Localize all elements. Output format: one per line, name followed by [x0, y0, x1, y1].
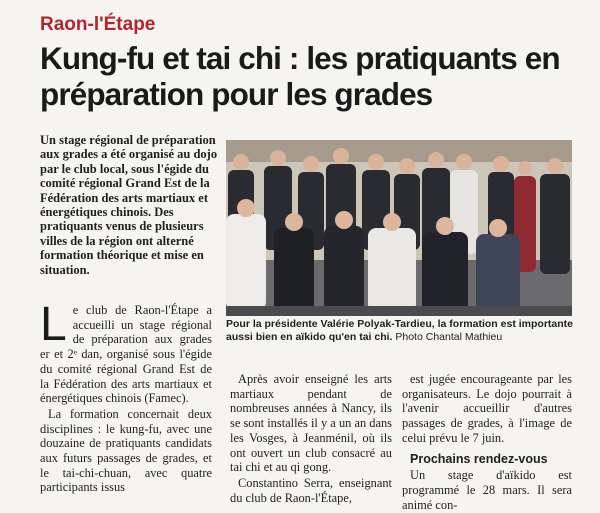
paragraph-text: e club de Raon-l'Étape a accueilli un stage régional de préparation aux grades er et 2ᵉ dan, organisé sous l'égide du comité régional Grand Est de la Fédération des arts martiaux et énergétiques chinois (Famec). — [40, 303, 212, 406]
article-column-3 — [402, 372, 572, 513]
article-column-2 — [230, 372, 392, 506]
group-photo-icon — [226, 140, 572, 316]
paragraph: Après avoir enseigné les arts martiaux pendant de nombreuses années à Nancy, ils se sont installés il y a un an dans les Vosges, à Jeanménil, où ils ont ouvert un club consacré au tai chi et au qi gong. — [230, 372, 392, 475]
article-column-1 — [40, 298, 212, 496]
paragraph: Constantino Serra, enseignant du club de Raon-l'Étape, — [230, 475, 392, 505]
photo-caption — [226, 318, 574, 344]
group-photo — [226, 140, 572, 316]
drop-cap: L — [40, 298, 67, 351]
subheading: Prochains rendez-vous — [410, 451, 548, 466]
paragraph: est jugée encourageante par les organisateurs. Le dojo pourrait à l'avenir accueillir d'autres passages de grades, à l'image de celui prévu le 7 juin. — [402, 372, 572, 445]
headline: Kung-fu et tai chi : les pratiquants en préparation pour les grades — [40, 40, 560, 112]
caption-text: Pour la présidente Valérie Polyak-Tardieu, la formation est importante aussi bien en aïkido qu'en tai chi. — [226, 318, 573, 343]
lead-paragraph: Un stage régional de préparation aux grades a été organisé au dojo par le club local, sous l'égide du comité régional Grand Est de la Fédération des arts martiaux et énergétiques chinois. Des pratiquants venus de plusieurs villes de la région ont alterné formation théorique et mise en situation. — [40, 133, 218, 277]
paragraph: Un stage d'aïkido est programmé le 28 mars. Il sera animé con- — [402, 468, 572, 512]
paragraph: La formation concernait deux disciplines : le kung-fu, avec une douzaine de pratiquants candidats aux futurs passages de grades, et le tai-chi-chuan, avec quatre participants issus — [40, 406, 212, 495]
paragraph — [40, 298, 212, 406]
photo-credit: Photo Chantal Mathieu — [395, 331, 503, 343]
section-label: Raon-l'Étape — [40, 14, 156, 35]
